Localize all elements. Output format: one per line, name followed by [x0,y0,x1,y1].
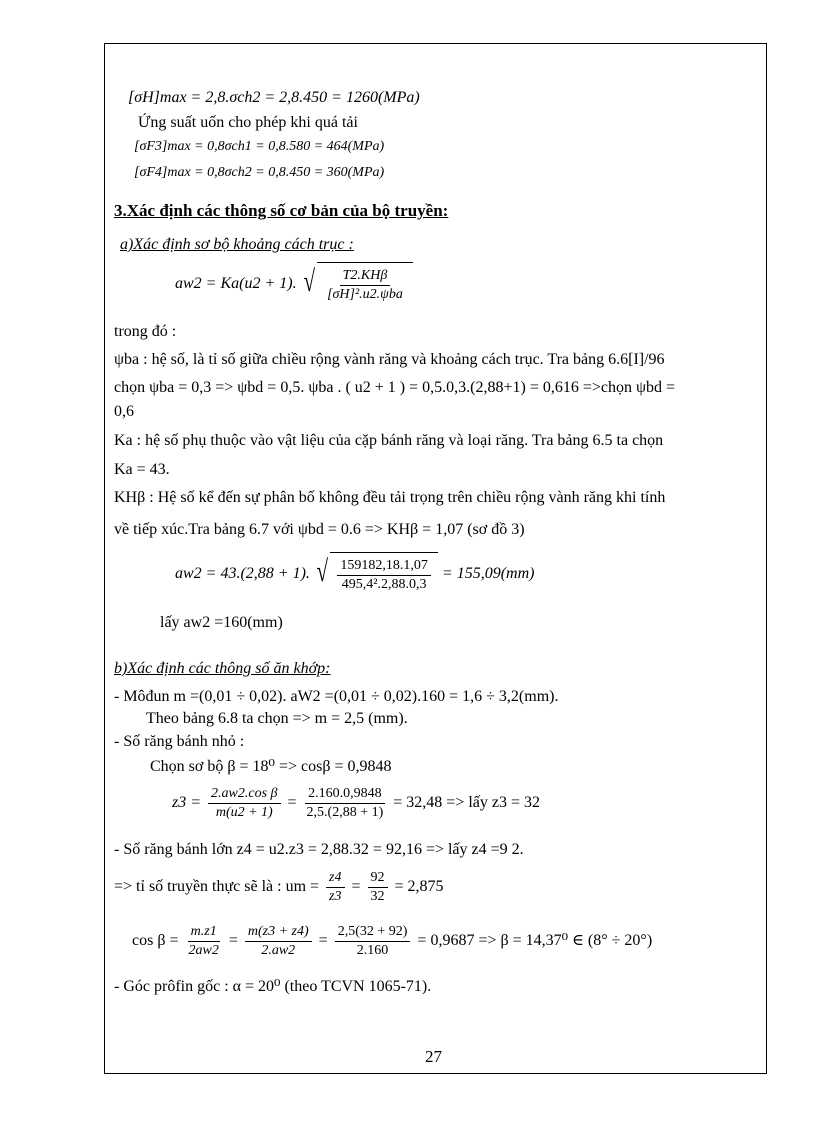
fraction [304,785,387,822]
denominator: 2,5.(2,88 + 1) [306,804,384,820]
radical-sign: √ [316,555,328,588]
text-line: chọn ψba = 0,3 => ψbd = 0,5. ψba . ( u2 + 1 ) = 0,5.0,3.(2,88+1) = 0,616 =>chọn ψbd = [114,379,676,396]
formula-lhs: aw2 = Ka(u2 + 1). [175,275,297,293]
formula-lhs: => tỉ số truyền thực sẽ là : um = [114,878,320,895]
text-line: - Góc prôfin gốc : α = 20⁰ (theo TCVN 1065-71). [114,978,432,995]
section-heading: 3.Xác định các thông số cơ bản của bộ truyền: [114,201,449,220]
formula-lhs: aw2 = 43.(2,88 + 1). [175,565,310,583]
numerator: 2.160.0,9848 [305,785,385,804]
text-line: [σF4]max = 0,8σch2 = 0,8.450 = 360(MPa) [134,165,385,180]
numerator: z4 [326,869,344,888]
text-line: ψba : hệ số, là tỉ số giữa chiều rộng vành răng và khoảng cách trục. Tra bảng 6.6[I]/96 [114,351,665,368]
fraction [326,869,344,906]
formula-result: = 155,09(mm) [441,565,535,583]
formula-um: => tỉ số truyền thực sẽ là : um = $\frac{z4}{z3}$ = $\frac{92}{32}$ = 2,875 [114,869,444,904]
text-line: [σH]max = 2,8.σch2 = 2,8.450 = 1260(MPa) [128,89,420,106]
text-line: Ka = 43. [114,461,170,478]
formula-result: = 0,9687 => β = 14,37⁰ ∈ (8° ÷ 20°) [417,932,653,949]
fraction [335,923,411,960]
denominator: 2.aw2 [261,942,296,958]
numerator: 2.aw2.cos β [208,785,280,804]
text-line: - Số răng bánh nhỏ : [114,733,245,750]
denominator: 495,4².2,88.0,3 [341,576,427,592]
formula-result: = 2,875 [394,878,444,895]
text-line: 0,6 [114,403,134,420]
subsection-heading: b)Xác định các thông số ăn khớp: [114,660,331,677]
numerator: T2.KHβ [340,267,391,286]
text-line: - Số răng bánh lớn z4 = u2.z3 = 2,88.32 = 92,16 => lấy z4 =9 2. [114,841,524,858]
page-number: 27 [425,1047,442,1066]
fraction [245,923,312,960]
formula-aw2-numeric [175,552,534,597]
text-line: Ứng suất uốn cho phép khi quá tải [138,114,358,131]
numerator: 159182,18.1,07 [337,557,431,576]
numerator: m.z1 [188,923,220,942]
text-line: trong đó : [114,323,177,340]
denominator: 32 [370,888,385,904]
formula-aw2 [175,262,413,307]
denominator: z3 [329,888,342,904]
numerator: m(z3 + z4) [245,923,312,942]
text-line: Theo bảng 6.8 ta chọn => m = 2,5 (mm). [146,710,408,727]
text-line: - Môđun m =(0,01 ÷ 0,02). aW2 =(0,01 ÷ 0,02).160 = 1,6 ÷ 3,2(mm). [114,688,559,705]
radical-sign: √ [303,265,315,298]
text-line: KHβ : Hệ số kể đến sự phân bố không đều tải trọng trên chiều rộng vành răng khi tính [114,489,666,506]
fraction [186,923,222,960]
numerator: 92 [368,869,388,888]
text-line: Ka : hệ số phụ thuộc vào vật liệu của cặp bánh răng và loại răng. Tra bảng 6.5 ta chọn [114,432,664,449]
formula-cos-beta: cos β = $\frac{m.z1}{2aw2}$ = $\frac{m(z3 + z4)}{2.aw2}$ = $\frac{2,5(32 + 92)}{2.160}$ = 0,9687 => β = 14,37⁰ ∈ (8° ÷ 20°) [132,923,653,958]
denominator: 2aw2 [188,942,219,958]
formula-lhs: z3 = [172,794,202,811]
denominator: m(u2 + 1) [215,804,273,820]
text-line: Chọn sơ bộ β = 18⁰ => cosβ = 0,9848 [150,758,392,775]
text-line: về tiếp xúc.Tra bảng 6.7 với ψbd = 0.6 => KHβ = 1,07 (sơ đồ 3) [114,521,525,538]
denominator: 2.160 [356,942,389,958]
subsection-heading: a)Xác định sơ bộ khoảng cách trục : [120,236,354,253]
fraction [208,785,280,822]
formula-result: = 32,48 => lấy z3 = 32 [393,794,541,811]
denominator: [σH]².u2.ψba [327,286,403,302]
text-line: [σF3]max = 0,8σch1 = 0,8.580 = 464(MPa) [134,139,385,154]
formula-lhs: cos β = [132,932,179,949]
cube-root [301,262,413,307]
formula-z3: z3 = $\frac{\text{2.aw2.cos β}}{m(u2 + 1)}$ = $\frac{2.160.0,9848}{2,5.(2,88 + 1)}$ = 32,48 => lấy z3 = 32 [172,785,541,820]
numerator: 2,5(32 + 92) [335,923,411,942]
text-line: lấy aw2 =160(mm) [160,614,283,631]
cube-root [314,552,438,597]
fraction [368,869,388,906]
